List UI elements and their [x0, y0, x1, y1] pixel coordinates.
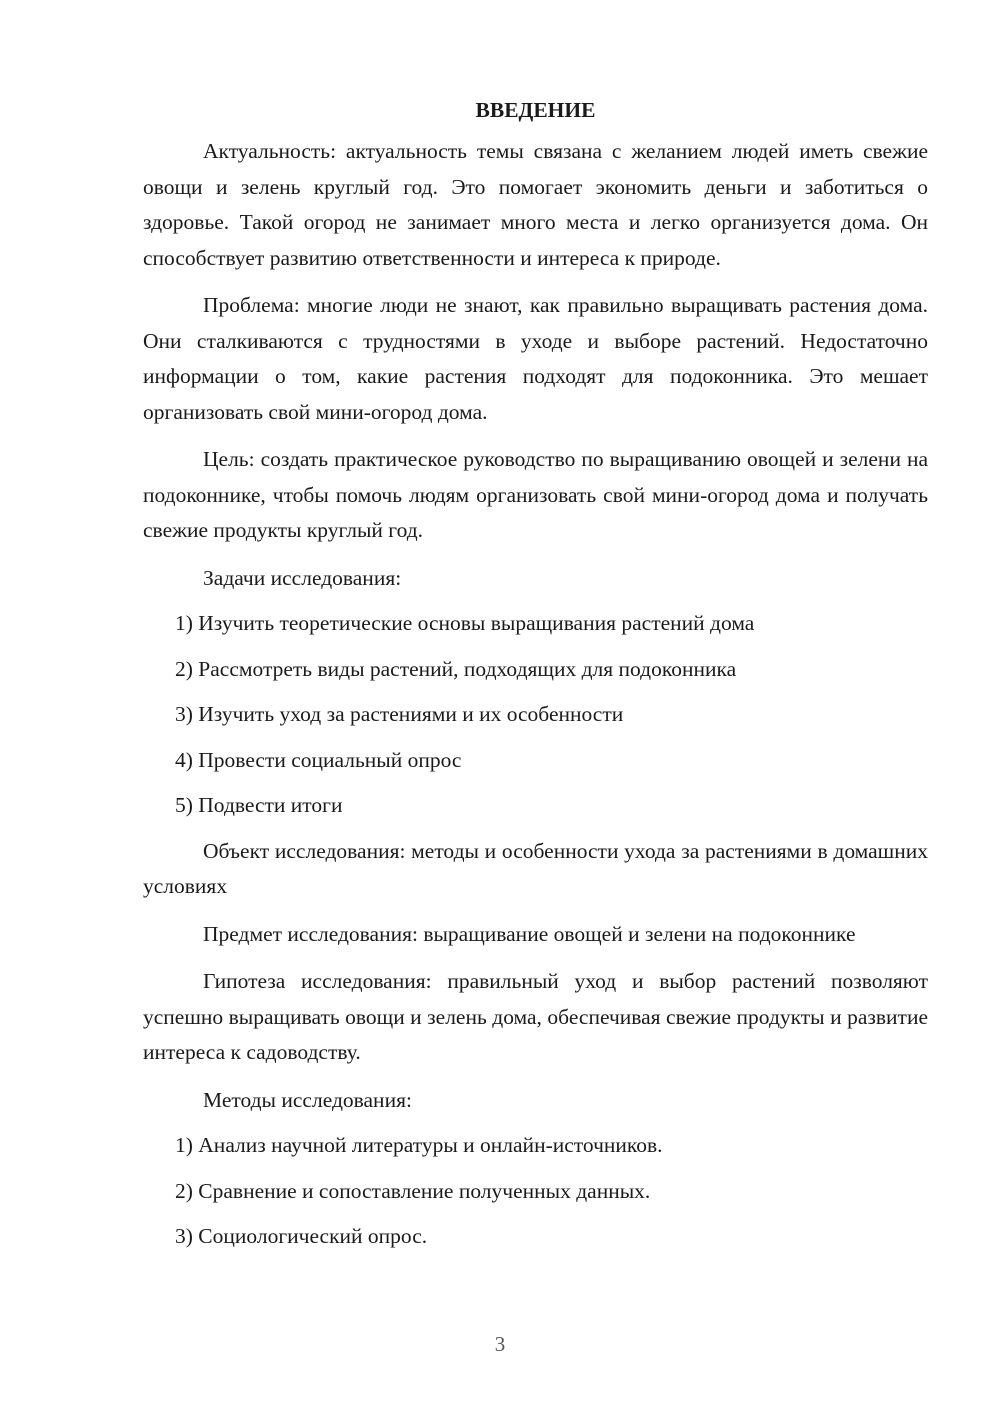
goal-paragraph: Цель: создать практическое руководство по выращиванию овощей и зелени на подоконнике, чтобы помочь людям организовать свой мини-огород дома и получать свежие продукты круглый год. — [143, 447, 928, 542]
list-item: 4) Провести социальный опрос — [175, 747, 462, 772]
document-page — [143, 93, 928, 1265]
list-item: 3) Социологический опрос. — [175, 1224, 428, 1248]
list-item: 3) Изучить уход за растениями и их особенности — [175, 702, 624, 726]
problem-paragraph: Проблема: многие люди не знают, как правильно выращивать растения дома. Они сталкиваются с трудностями в уходе и выборе растений. Недостаточно информации о том, какие растения подходят для подоконника. Это мешает организовать свой мини-огород дома. — [143, 293, 928, 424]
methods-list — [143, 1128, 928, 1255]
list-item: 2) Сравнение и сопоставление полученных данных. — [175, 1178, 651, 1203]
tasks-heading: Задачи исследования: — [203, 565, 402, 590]
list-item: 5) Подвести итоги — [175, 793, 343, 817]
object-paragraph: Объект исследования: методы и особенности ухода за растениями в домашних условиях — [143, 838, 928, 898]
list-item: 1) Изучить теоретические основы выращивания растений дома — [175, 611, 755, 635]
page-number: 3 — [494, 1332, 506, 1356]
list-item: 2) Рассмотреть виды растений, подходящих для подоконника — [175, 656, 737, 681]
relevance-paragraph: Актуальность: актуальность темы связана с желанием людей иметь свежие овощи и зелень круглый год. Это помогает экономить деньги и заботиться о здоровье. Такой огород не занимает много места и легко организуется дома. Он способствует развитию ответственности и интереса к природе. — [143, 139, 928, 270]
hypothesis-paragraph: Гипотеза исследования: правильный уход и выбор растений позволяют успешно выращивать овощи и зелень дома, обеспечивая свежие продукты и развитие интереса к садоводству. — [143, 969, 928, 1064]
list-item: 1) Анализ научной литературы и онлайн-источников. — [175, 1133, 663, 1157]
subject-paragraph: Предмет исследования: выращивание овощей и зелени на подоконнике — [203, 921, 856, 946]
tasks-list — [143, 606, 928, 824]
methods-heading: Методы исследования: — [203, 1087, 412, 1112]
page-title: ВВЕДЕНИЕ — [475, 98, 596, 122]
